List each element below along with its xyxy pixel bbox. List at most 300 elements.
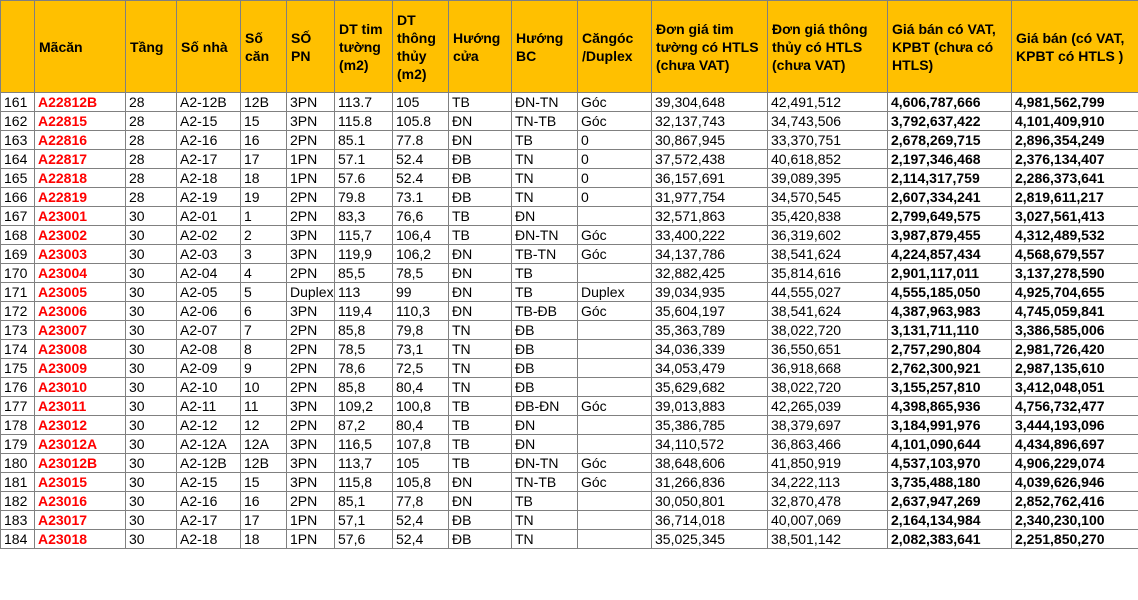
table-cell: A2-17 bbox=[177, 150, 241, 169]
table-cell: 7 bbox=[241, 321, 287, 340]
table-cell: Góc bbox=[578, 454, 652, 473]
table-cell: A2-12B bbox=[177, 93, 241, 112]
column-header: Mãcăn bbox=[35, 1, 126, 93]
sale-price-cell: 4,101,090,644 bbox=[888, 435, 1012, 454]
table-cell: 119,4 bbox=[335, 302, 393, 321]
sale-price-cell: 2,819,611,217 bbox=[1012, 188, 1138, 207]
table-row bbox=[1, 302, 1138, 321]
row-number: 181 bbox=[1, 473, 35, 492]
sale-price-cell: 3,131,711,110 bbox=[888, 321, 1012, 340]
table-cell: 12B bbox=[241, 454, 287, 473]
sale-price-cell: 4,387,963,983 bbox=[888, 302, 1012, 321]
table-cell: 30 bbox=[126, 245, 177, 264]
sale-price-cell: 3,444,193,096 bbox=[1012, 416, 1138, 435]
column-header: Hướng cửa bbox=[449, 1, 512, 93]
table-cell: 36,863,466 bbox=[768, 435, 888, 454]
table-cell: 78,6 bbox=[335, 359, 393, 378]
table-cell: 2PN bbox=[287, 264, 335, 283]
table-cell: 2PN bbox=[287, 416, 335, 435]
table-cell: 36,319,602 bbox=[768, 226, 888, 245]
table-cell: 28 bbox=[126, 150, 177, 169]
table-cell bbox=[578, 435, 652, 454]
table-cell: 2PN bbox=[287, 340, 335, 359]
sale-price-cell: 2,607,334,241 bbox=[888, 188, 1012, 207]
apartment-code: A23007 bbox=[35, 321, 126, 340]
table-cell: 76,6 bbox=[393, 207, 449, 226]
table-cell: A2-10 bbox=[177, 378, 241, 397]
table-cell: 105 bbox=[393, 454, 449, 473]
table-cell: ĐN bbox=[512, 435, 578, 454]
table-cell: ĐB bbox=[449, 511, 512, 530]
table-cell: 4 bbox=[241, 264, 287, 283]
table-cell: A2-19 bbox=[177, 188, 241, 207]
column-header: Hướng BC bbox=[512, 1, 578, 93]
table-cell: 2PN bbox=[287, 359, 335, 378]
apartment-code: A23005 bbox=[35, 283, 126, 302]
table-cell: ĐN bbox=[449, 245, 512, 264]
table-cell: 37,572,438 bbox=[652, 150, 768, 169]
table-cell: A2-16 bbox=[177, 131, 241, 150]
table-cell: 30 bbox=[126, 226, 177, 245]
table-cell: ĐN bbox=[512, 416, 578, 435]
apartment-code: A23018 bbox=[35, 530, 126, 549]
apartment-code: A23003 bbox=[35, 245, 126, 264]
table-row bbox=[1, 492, 1138, 511]
apartment-code: A23011 bbox=[35, 397, 126, 416]
table-cell: TB bbox=[449, 93, 512, 112]
table-cell: 105 bbox=[393, 93, 449, 112]
table-cell: 30,867,945 bbox=[652, 131, 768, 150]
table-cell: 79,8 bbox=[393, 321, 449, 340]
row-number: 164 bbox=[1, 150, 35, 169]
table-cell: TN bbox=[512, 530, 578, 549]
table-cell: 44,555,027 bbox=[768, 283, 888, 302]
table-cell: 30 bbox=[126, 340, 177, 359]
table-cell: 105.8 bbox=[393, 112, 449, 131]
table-cell: ĐN bbox=[449, 131, 512, 150]
table-cell: 3PN bbox=[287, 93, 335, 112]
column-header: Đơn giá tim tường có HTLS (chưa VAT) bbox=[652, 1, 768, 93]
table-cell: 30 bbox=[126, 416, 177, 435]
table-cell: ĐB bbox=[512, 321, 578, 340]
sale-price-cell: 2,340,230,100 bbox=[1012, 511, 1138, 530]
table-row bbox=[1, 511, 1138, 530]
table-cell: 33,370,751 bbox=[768, 131, 888, 150]
sale-price-cell: 2,762,300,921 bbox=[888, 359, 1012, 378]
table-cell: 34,222,113 bbox=[768, 473, 888, 492]
table-cell: TN bbox=[449, 321, 512, 340]
apartment-code: A22816 bbox=[35, 131, 126, 150]
table-cell: A2-12 bbox=[177, 416, 241, 435]
column-header bbox=[1, 1, 35, 93]
row-number: 168 bbox=[1, 226, 35, 245]
table-cell: 52,4 bbox=[393, 511, 449, 530]
table-cell: 30 bbox=[126, 359, 177, 378]
table-row bbox=[1, 131, 1138, 150]
table-cell: ĐB bbox=[512, 359, 578, 378]
table-cell: 57,6 bbox=[335, 530, 393, 549]
table-cell: 34,570,545 bbox=[768, 188, 888, 207]
table-cell: ĐN bbox=[449, 264, 512, 283]
table-cell bbox=[578, 530, 652, 549]
table-cell: TN bbox=[449, 359, 512, 378]
table-cell bbox=[578, 511, 652, 530]
table-cell: 0 bbox=[578, 150, 652, 169]
apartment-code: A23012A bbox=[35, 435, 126, 454]
header-row bbox=[1, 1, 1138, 93]
sale-price-cell: 2,987,135,610 bbox=[1012, 359, 1138, 378]
table-row bbox=[1, 416, 1138, 435]
table-cell: 52,4 bbox=[393, 530, 449, 549]
table-row bbox=[1, 226, 1138, 245]
table-cell bbox=[578, 207, 652, 226]
table-cell: 0 bbox=[578, 188, 652, 207]
sale-price-cell: 3,412,048,051 bbox=[1012, 378, 1138, 397]
table-cell: 42,265,039 bbox=[768, 397, 888, 416]
table-cell: TN bbox=[512, 511, 578, 530]
table-cell: 30 bbox=[126, 492, 177, 511]
table-cell: 2PN bbox=[287, 321, 335, 340]
table-cell: ĐB bbox=[512, 340, 578, 359]
table-cell: 28 bbox=[126, 112, 177, 131]
table-cell: TB bbox=[512, 492, 578, 511]
table-cell: 35,420,838 bbox=[768, 207, 888, 226]
row-number: 182 bbox=[1, 492, 35, 511]
sale-price-cell: 2,637,947,269 bbox=[888, 492, 1012, 511]
table-body bbox=[1, 93, 1138, 549]
column-header: Số nhà bbox=[177, 1, 241, 93]
sale-price-cell: 4,925,704,655 bbox=[1012, 283, 1138, 302]
column-header: Đơn giá thông thủy có HTLS (chưa VAT) bbox=[768, 1, 888, 93]
row-number: 184 bbox=[1, 530, 35, 549]
table-cell: 38,648,606 bbox=[652, 454, 768, 473]
table-cell: 30,050,801 bbox=[652, 492, 768, 511]
sale-price-cell: 2,376,134,407 bbox=[1012, 150, 1138, 169]
apartment-code: A23012B bbox=[35, 454, 126, 473]
table-cell: 30 bbox=[126, 264, 177, 283]
table-cell: Góc bbox=[578, 245, 652, 264]
sale-price-cell: 2,251,850,270 bbox=[1012, 530, 1138, 549]
row-number: 161 bbox=[1, 93, 35, 112]
sale-price-cell: 4,537,103,970 bbox=[888, 454, 1012, 473]
table-cell: 1PN bbox=[287, 150, 335, 169]
table-cell: 34,743,506 bbox=[768, 112, 888, 131]
table-cell: ĐB bbox=[449, 169, 512, 188]
table-cell: 33,400,222 bbox=[652, 226, 768, 245]
table-cell: ĐB bbox=[449, 530, 512, 549]
table-cell: 2PN bbox=[287, 131, 335, 150]
table-cell: A2-16 bbox=[177, 492, 241, 511]
table-cell: 105,8 bbox=[393, 473, 449, 492]
table-cell: A2-05 bbox=[177, 283, 241, 302]
row-number: 172 bbox=[1, 302, 35, 321]
table-cell: 35,025,345 bbox=[652, 530, 768, 549]
table-cell: 77,8 bbox=[393, 492, 449, 511]
table-cell: A2-18 bbox=[177, 169, 241, 188]
table-cell bbox=[578, 264, 652, 283]
table-cell: Duplex bbox=[578, 283, 652, 302]
table-cell: 0 bbox=[578, 131, 652, 150]
table-cell: 77.8 bbox=[393, 131, 449, 150]
sale-price-cell: 3,735,488,180 bbox=[888, 473, 1012, 492]
table-cell: 30 bbox=[126, 530, 177, 549]
table-cell: TB-ĐB bbox=[512, 302, 578, 321]
table-cell: 115.8 bbox=[335, 112, 393, 131]
table-cell: 2 bbox=[241, 226, 287, 245]
table-cell: A2-15 bbox=[177, 473, 241, 492]
apartment-code: A23002 bbox=[35, 226, 126, 245]
table-cell: 32,882,425 bbox=[652, 264, 768, 283]
table-cell: 12A bbox=[241, 435, 287, 454]
table-cell: A2-07 bbox=[177, 321, 241, 340]
sale-price-cell: 4,756,732,477 bbox=[1012, 397, 1138, 416]
table-row bbox=[1, 435, 1138, 454]
table-cell: 100,8 bbox=[393, 397, 449, 416]
row-number: 179 bbox=[1, 435, 35, 454]
table-cell: 28 bbox=[126, 131, 177, 150]
table-cell: 15 bbox=[241, 473, 287, 492]
table-cell: 3PN bbox=[287, 454, 335, 473]
table-row bbox=[1, 150, 1138, 169]
table-cell: ĐN bbox=[449, 283, 512, 302]
row-number: 165 bbox=[1, 169, 35, 188]
row-number: 170 bbox=[1, 264, 35, 283]
table-cell: 30 bbox=[126, 435, 177, 454]
table-row bbox=[1, 397, 1138, 416]
table-cell: 34,110,572 bbox=[652, 435, 768, 454]
table-cell: 30 bbox=[126, 378, 177, 397]
table-cell: 113,7 bbox=[335, 454, 393, 473]
sale-price-cell: 2,164,134,984 bbox=[888, 511, 1012, 530]
table-cell: 30 bbox=[126, 473, 177, 492]
table-cell: 99 bbox=[393, 283, 449, 302]
table-cell: 78,5 bbox=[393, 264, 449, 283]
table-cell: TB bbox=[449, 435, 512, 454]
table-cell: 34,036,339 bbox=[652, 340, 768, 359]
table-cell: 38,379,697 bbox=[768, 416, 888, 435]
apartment-code: A23009 bbox=[35, 359, 126, 378]
table-cell: 31,266,836 bbox=[652, 473, 768, 492]
table-row bbox=[1, 378, 1138, 397]
row-number: 171 bbox=[1, 283, 35, 302]
apartment-code: A23012 bbox=[35, 416, 126, 435]
table-cell: 36,918,668 bbox=[768, 359, 888, 378]
sale-price-cell: 2,082,383,641 bbox=[888, 530, 1012, 549]
table-cell: 3PN bbox=[287, 435, 335, 454]
table-cell: 0 bbox=[578, 169, 652, 188]
table-cell: 85.1 bbox=[335, 131, 393, 150]
table-cell: 85,5 bbox=[335, 264, 393, 283]
table-cell: A2-17 bbox=[177, 511, 241, 530]
table-cell: 109,2 bbox=[335, 397, 393, 416]
column-header: DT tim tường (m2) bbox=[335, 1, 393, 93]
apartment-code: A23015 bbox=[35, 473, 126, 492]
table-cell: 17 bbox=[241, 511, 287, 530]
table-cell: 2PN bbox=[287, 207, 335, 226]
table-cell: 36,714,018 bbox=[652, 511, 768, 530]
table-cell bbox=[578, 340, 652, 359]
table-cell: 6 bbox=[241, 302, 287, 321]
table-cell: ĐN bbox=[512, 207, 578, 226]
table-cell: A2-06 bbox=[177, 302, 241, 321]
table-cell: 113 bbox=[335, 283, 393, 302]
table-cell: 57,1 bbox=[335, 511, 393, 530]
table-cell: 3PN bbox=[287, 245, 335, 264]
table-cell: 38,541,624 bbox=[768, 302, 888, 321]
table-row bbox=[1, 112, 1138, 131]
row-number: 162 bbox=[1, 112, 35, 131]
table-cell: 34,137,786 bbox=[652, 245, 768, 264]
row-number: 183 bbox=[1, 511, 35, 530]
sale-price-cell: 4,981,562,799 bbox=[1012, 93, 1138, 112]
row-number: 174 bbox=[1, 340, 35, 359]
table-cell: 1PN bbox=[287, 530, 335, 549]
table-cell: TB bbox=[449, 397, 512, 416]
apartment-code: A23006 bbox=[35, 302, 126, 321]
table-cell: TB bbox=[449, 416, 512, 435]
table-row bbox=[1, 454, 1138, 473]
table-cell: 3PN bbox=[287, 473, 335, 492]
column-header: Giá bán (có VAT, KPBT có HTLS ) bbox=[1012, 1, 1138, 93]
row-number: 178 bbox=[1, 416, 35, 435]
table-cell: ĐN-TN bbox=[512, 226, 578, 245]
sale-price-cell: 4,224,857,434 bbox=[888, 245, 1012, 264]
table-row bbox=[1, 188, 1138, 207]
table-cell: Góc bbox=[578, 302, 652, 321]
table-cell: 79.8 bbox=[335, 188, 393, 207]
table-row bbox=[1, 207, 1138, 226]
apartment-code: A23008 bbox=[35, 340, 126, 359]
sale-price-cell: 3,027,561,413 bbox=[1012, 207, 1138, 226]
table-row bbox=[1, 169, 1138, 188]
table-cell: 35,386,785 bbox=[652, 416, 768, 435]
table-cell: ĐN bbox=[449, 473, 512, 492]
table-row bbox=[1, 473, 1138, 492]
table-cell: 106,2 bbox=[393, 245, 449, 264]
table-cell: Góc bbox=[578, 397, 652, 416]
table-cell: 28 bbox=[126, 188, 177, 207]
apartment-code: A22818 bbox=[35, 169, 126, 188]
table-cell: A2-08 bbox=[177, 340, 241, 359]
sale-price-cell: 3,987,879,455 bbox=[888, 226, 1012, 245]
apartment-code: A23001 bbox=[35, 207, 126, 226]
row-number: 169 bbox=[1, 245, 35, 264]
table-cell bbox=[578, 416, 652, 435]
table-cell: 35,604,197 bbox=[652, 302, 768, 321]
table-cell: A2-12A bbox=[177, 435, 241, 454]
table-cell: 12B bbox=[241, 93, 287, 112]
table-cell: ĐN bbox=[449, 492, 512, 511]
row-number: 177 bbox=[1, 397, 35, 416]
table-cell: TB bbox=[449, 207, 512, 226]
sale-price-cell: 3,137,278,590 bbox=[1012, 264, 1138, 283]
table-cell: 39,089,395 bbox=[768, 169, 888, 188]
table-cell: 35,363,789 bbox=[652, 321, 768, 340]
table-cell: 32,137,743 bbox=[652, 112, 768, 131]
table-cell: 30 bbox=[126, 321, 177, 340]
table-row bbox=[1, 340, 1138, 359]
table-cell: 39,013,883 bbox=[652, 397, 768, 416]
table-cell: TB-TN bbox=[512, 245, 578, 264]
sale-price-cell: 2,799,649,575 bbox=[888, 207, 1012, 226]
table-cell: 3PN bbox=[287, 302, 335, 321]
table-cell: A2-15 bbox=[177, 112, 241, 131]
table-row bbox=[1, 93, 1138, 112]
row-number: 173 bbox=[1, 321, 35, 340]
table-cell: 57.6 bbox=[335, 169, 393, 188]
column-header: Căngóc /Duplex bbox=[578, 1, 652, 93]
table-cell: 30 bbox=[126, 302, 177, 321]
sale-price-cell: 3,155,257,810 bbox=[888, 378, 1012, 397]
table-cell: 31,977,754 bbox=[652, 188, 768, 207]
column-header: Số căn bbox=[241, 1, 287, 93]
table-cell: Góc bbox=[578, 226, 652, 245]
table-cell: ĐN-TN bbox=[512, 93, 578, 112]
column-header: SỐ PN bbox=[287, 1, 335, 93]
table-cell: ĐB-ĐN bbox=[512, 397, 578, 416]
row-number: 166 bbox=[1, 188, 35, 207]
table-cell: ĐB bbox=[449, 150, 512, 169]
table-cell: 42,491,512 bbox=[768, 93, 888, 112]
table-cell: 30 bbox=[126, 454, 177, 473]
table-cell: 36,550,651 bbox=[768, 340, 888, 359]
table-cell: 9 bbox=[241, 359, 287, 378]
table-cell: 87,2 bbox=[335, 416, 393, 435]
table-cell: 115,7 bbox=[335, 226, 393, 245]
table-cell: 2PN bbox=[287, 378, 335, 397]
table-cell: ĐB bbox=[449, 188, 512, 207]
row-number: 167 bbox=[1, 207, 35, 226]
table-cell: 32,870,478 bbox=[768, 492, 888, 511]
table-cell: 85,8 bbox=[335, 378, 393, 397]
table-cell: 39,034,935 bbox=[652, 283, 768, 302]
table-cell: 116,5 bbox=[335, 435, 393, 454]
table-row bbox=[1, 530, 1138, 549]
table-cell: ĐN-TN bbox=[512, 454, 578, 473]
sale-price-cell: 2,757,290,804 bbox=[888, 340, 1012, 359]
table-cell: 17 bbox=[241, 150, 287, 169]
table-cell: ĐN bbox=[449, 302, 512, 321]
table-cell: 57.1 bbox=[335, 150, 393, 169]
table-cell: 52.4 bbox=[393, 150, 449, 169]
apartment-code: A23004 bbox=[35, 264, 126, 283]
table-cell: 16 bbox=[241, 131, 287, 150]
table-cell: 40,618,852 bbox=[768, 150, 888, 169]
table-cell bbox=[578, 378, 652, 397]
sale-price-cell: 2,286,373,641 bbox=[1012, 169, 1138, 188]
table-cell: Góc bbox=[578, 112, 652, 131]
table-cell bbox=[578, 321, 652, 340]
table-cell: 73.1 bbox=[393, 188, 449, 207]
table-cell: TB bbox=[512, 264, 578, 283]
table-cell: 3PN bbox=[287, 226, 335, 245]
table-cell: 119,9 bbox=[335, 245, 393, 264]
column-header: DT thông thủy (m2) bbox=[393, 1, 449, 93]
sale-price-cell: 3,386,585,006 bbox=[1012, 321, 1138, 340]
table-cell: 16 bbox=[241, 492, 287, 511]
table-cell: Góc bbox=[578, 93, 652, 112]
table-cell: 3 bbox=[241, 245, 287, 264]
apartment-code: A22812B bbox=[35, 93, 126, 112]
table-cell: 107,8 bbox=[393, 435, 449, 454]
table-cell: 38,501,142 bbox=[768, 530, 888, 549]
table-cell: 85,1 bbox=[335, 492, 393, 511]
table-cell: 8 bbox=[241, 340, 287, 359]
table-cell: 10 bbox=[241, 378, 287, 397]
table-cell: ĐB bbox=[512, 378, 578, 397]
table-cell: 18 bbox=[241, 530, 287, 549]
row-number: 163 bbox=[1, 131, 35, 150]
